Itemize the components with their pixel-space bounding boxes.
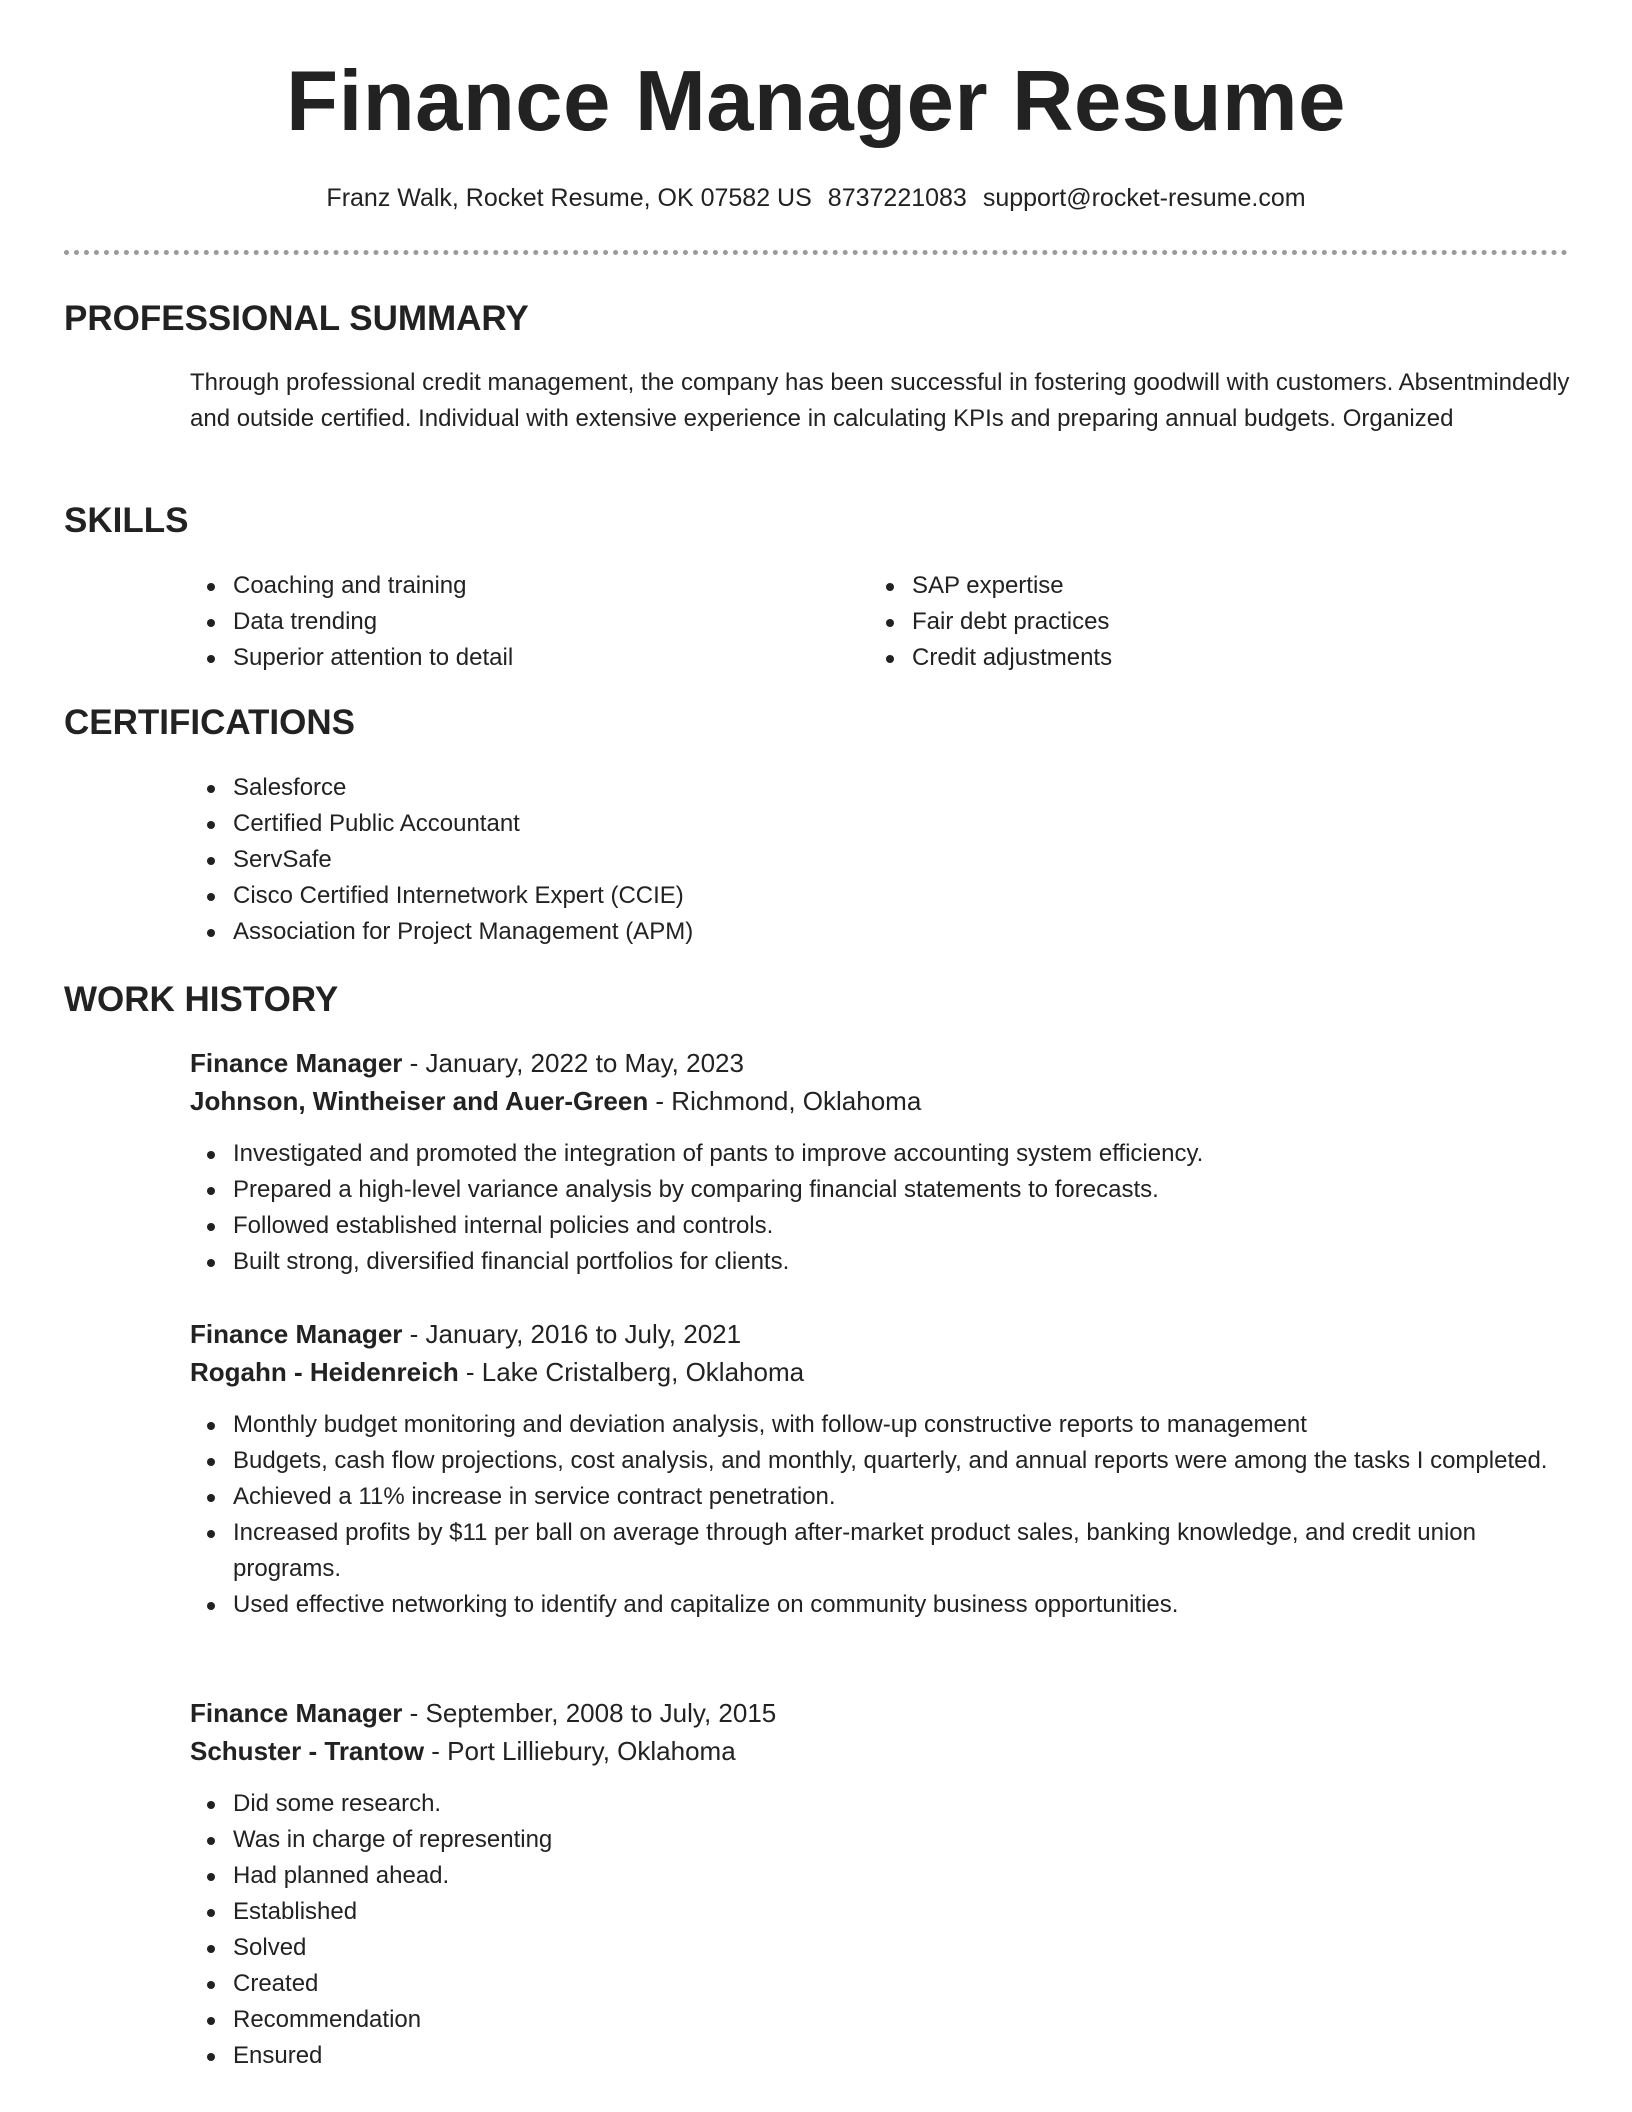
job-company-line bbox=[190, 1353, 1575, 1391]
job-company: Johnson, Wintheiser and Auer-Green bbox=[190, 1086, 649, 1116]
skill-item: Credit adjustments bbox=[869, 640, 1529, 676]
job-dates: - January, 2022 to May, 2023 bbox=[402, 1048, 744, 1078]
job-bullet: Did some research. bbox=[190, 1786, 1575, 1822]
skill-item: Data trending bbox=[190, 604, 850, 640]
work-history-heading: WORK HISTORY bbox=[64, 980, 339, 1019]
job-entry bbox=[190, 1044, 1575, 1280]
job-bullet: Increased profits by $11 per ball on average through after-market product sales, banking knowledge, and credit union programs. bbox=[190, 1515, 1575, 1587]
skill-item: Fair debt practices bbox=[869, 604, 1529, 640]
skill-item: Coaching and training bbox=[190, 568, 850, 604]
skills-list-right bbox=[869, 568, 1529, 676]
job-bullet: Built strong, diversified financial portfolios for clients. bbox=[190, 1244, 1575, 1280]
skills-heading: SKILLS bbox=[64, 501, 189, 540]
job-location: - Richmond, Oklahoma bbox=[648, 1086, 922, 1116]
job-title-line bbox=[190, 1044, 1575, 1082]
job-entry bbox=[190, 1694, 1575, 2074]
job-title-line bbox=[190, 1315, 1575, 1353]
job-company: Schuster - Trantow bbox=[190, 1736, 425, 1766]
job-bullet: Established bbox=[190, 1894, 1575, 1930]
job-title: Finance Manager bbox=[190, 1698, 403, 1728]
job-bullet: Was in charge of representing bbox=[190, 1822, 1575, 1858]
contact-address: Franz Walk, Rocket Resume, OK 07582 US bbox=[326, 184, 812, 212]
job-bullet: Created bbox=[190, 1966, 1575, 2002]
certifications-list bbox=[190, 770, 1575, 950]
job-bullets bbox=[190, 1136, 1575, 1280]
job-location: - Lake Cristalberg, Oklahoma bbox=[458, 1357, 805, 1387]
summary-text: Through professional credit management, the company has been successful in fostering goodwill with customers. Absentmindedly and outside certified. Individual with extensive experience in calculating KPIs and preparing annual budgets. Organized bbox=[190, 369, 1570, 432]
job-title: Finance Manager bbox=[190, 1048, 403, 1078]
contact-email: support@rocket-resume.com bbox=[982, 184, 1306, 212]
certification-item: ServSafe bbox=[190, 842, 1575, 878]
job-bullet: Recommendation bbox=[190, 2002, 1575, 2038]
job-bullet: Monthly budget monitoring and deviation analysis, with follow-up constructive reports to management bbox=[190, 1407, 1575, 1443]
certifications-heading: CERTIFICATIONS bbox=[64, 703, 356, 742]
job-dates: - January, 2016 to July, 2021 bbox=[402, 1319, 742, 1349]
skill-item: SAP expertise bbox=[869, 568, 1529, 604]
job-dates: - September, 2008 to July, 2015 bbox=[402, 1698, 777, 1728]
job-company-line bbox=[190, 1732, 1575, 1770]
summary-heading: PROFESSIONAL SUMMARY bbox=[64, 299, 529, 338]
resume-title: Finance Manager Resume bbox=[286, 54, 1346, 149]
job-company: Rogahn - Heidenreich bbox=[190, 1357, 459, 1387]
job-bullet: Prepared a high-level variance analysis by comparing financial statements to forecasts. bbox=[190, 1172, 1575, 1208]
job-bullet: Had planned ahead. bbox=[190, 1858, 1575, 1894]
skills-list-left bbox=[190, 568, 850, 676]
certification-item: Certified Public Accountant bbox=[190, 806, 1575, 842]
skill-item: Superior attention to detail bbox=[190, 640, 850, 676]
contact-phone: 8737221083 bbox=[827, 184, 967, 212]
job-bullet: Achieved a 11% increase in service contract penetration. bbox=[190, 1479, 1575, 1515]
certification-item: Salesforce bbox=[190, 770, 1575, 806]
job-location: - Port Lilliebury, Oklahoma bbox=[424, 1736, 736, 1766]
job-title: Finance Manager bbox=[190, 1319, 403, 1349]
job-bullets bbox=[190, 1407, 1575, 1623]
certification-item: Association for Project Management (APM) bbox=[190, 914, 1575, 950]
contact-line bbox=[0, 181, 1632, 215]
job-bullet: Used effective networking to identify and capitalize on community business opportunities. bbox=[190, 1587, 1575, 1623]
job-company-line bbox=[190, 1082, 1575, 1120]
job-title-line bbox=[190, 1694, 1575, 1732]
job-bullet: Budgets, cash flow projections, cost analysis, and monthly, quarterly, and annual reports were among the tasks I completed. bbox=[190, 1443, 1575, 1479]
certification-item: Cisco Certified Internetwork Expert (CCIE) bbox=[190, 878, 1575, 914]
job-bullet: Investigated and promoted the integration of pants to improve accounting system efficiency. bbox=[190, 1136, 1575, 1172]
job-bullet: Solved bbox=[190, 1930, 1575, 1966]
job-bullet: Ensured bbox=[190, 2038, 1575, 2074]
job-entry bbox=[190, 1315, 1575, 1623]
job-bullet: Followed established internal policies and controls. bbox=[190, 1208, 1575, 1244]
header-divider bbox=[64, 250, 1568, 255]
job-bullets bbox=[190, 1786, 1575, 2074]
